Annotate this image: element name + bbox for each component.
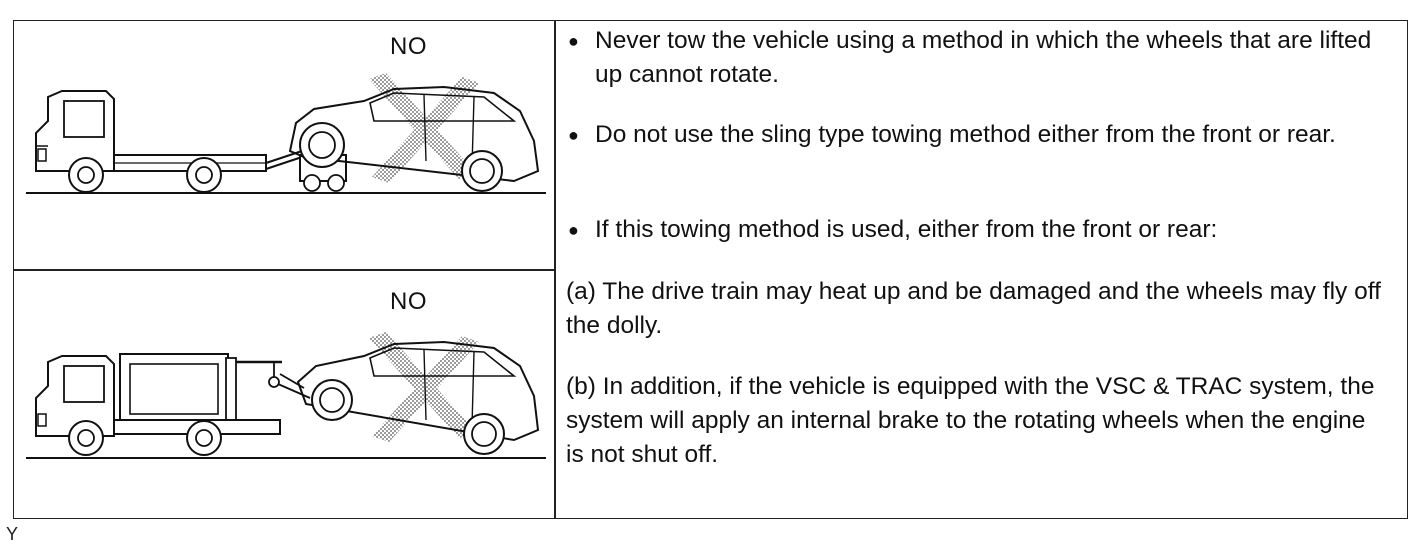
consequence-a: (a) The drive train may heat up and be damaged and the wheels may fly off the dolly. <box>566 278 1381 339</box>
consequence-b: (b) In addition, if the vehicle is equipped with the VSC & TRAC system, the system will apply an internal brake to the rotating wheels when the engine is not shut off. <box>566 373 1375 468</box>
prohibited-label: NO <box>390 33 427 60</box>
dolly-towing-drawing <box>14 21 554 269</box>
sling-towing-illustration <box>14 270 554 518</box>
caution-text: Do not use the sling type towing method either from the front or rear. <box>595 121 1336 148</box>
caution-item <box>566 118 1336 152</box>
bullet-icon: ● <box>568 220 579 240</box>
figure-code: Y <box>6 524 19 544</box>
prohibited-label: NO <box>390 288 427 315</box>
bullet-icon: ● <box>568 31 579 51</box>
bullet-icon: ● <box>568 125 579 145</box>
caution-item <box>566 24 1386 92</box>
caution-text: Never tow the vehicle using a method in which the wheels that are lifted up cannot rotate. <box>595 27 1372 88</box>
sling-towing-drawing <box>14 270 554 518</box>
dolly-towing-illustration <box>14 21 554 269</box>
caution-text: If this towing method is used, either from the front or rear: <box>595 216 1218 243</box>
caution-item <box>566 213 1217 247</box>
